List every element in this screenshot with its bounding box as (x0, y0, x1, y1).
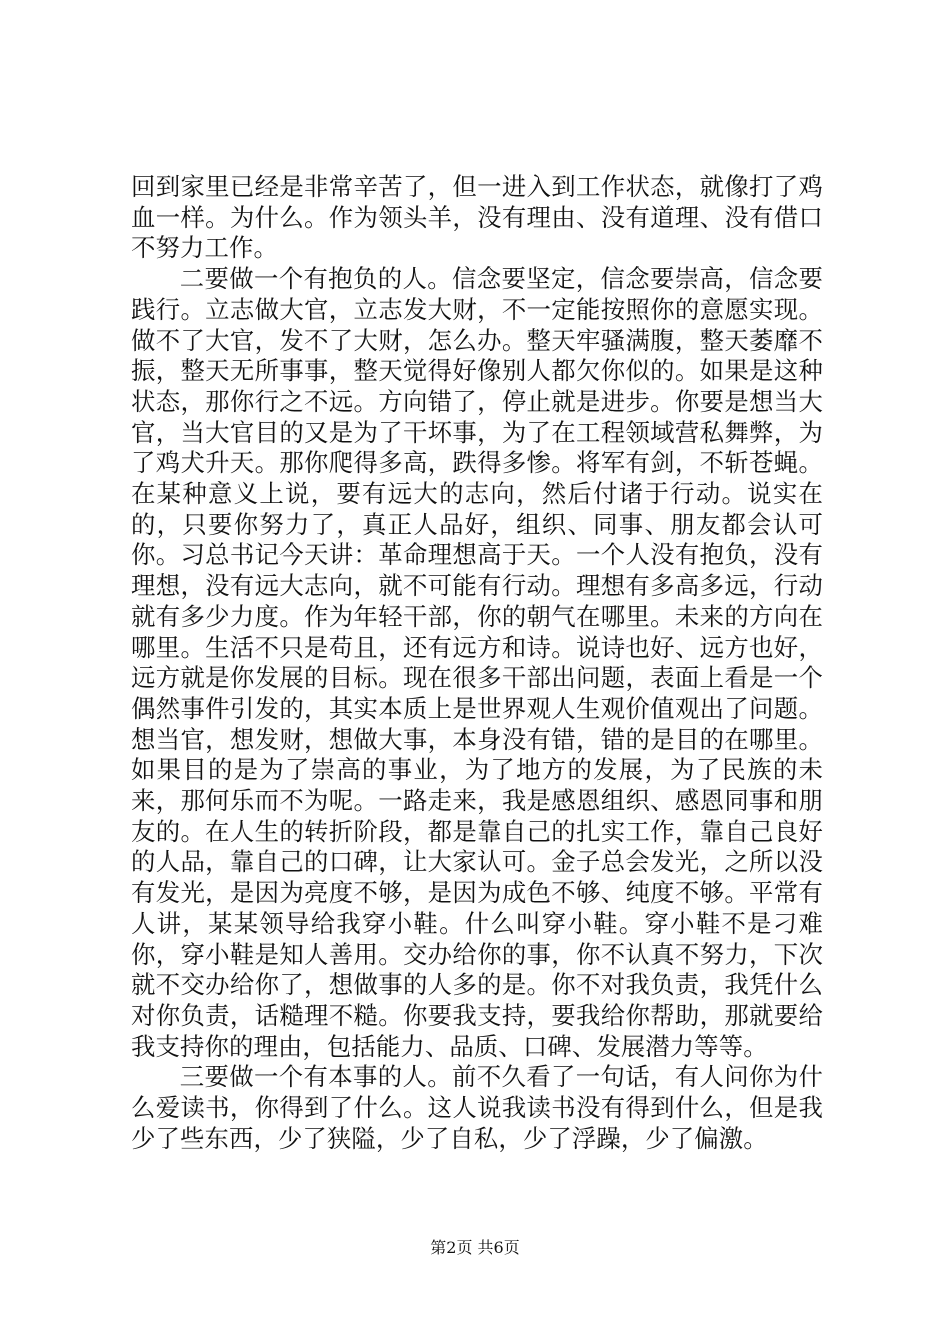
paragraph-1: 回到家里已经是非常辛苦了，但一进入到工作状态，就像打了鸡血一样。为什么。作为领头羊，没有理由、没有道理、没有借口不努力工作。 (131, 172, 823, 263)
page-footer: 第2页 共6页 (430, 1238, 520, 1257)
document-body (131, 172, 823, 1155)
paragraph-2: 二要做一个有抱负的人。信念要坚定，信念要崇高，信念要践行。立志做大官，立志发大财，不一定能按照你的意愿实现。做不了大官，发不了大财，怎么办。整天牢骚满腹，整天萎靡不振，整天无所事事，整天觉得好像别人都欠你似的。如果是这种状态，那你行之不远。方向错了，停止就是进步。你要是想当大官，当大官目的又是为了干坏事，为了在工程领域营私舞弊，为了鸡犬升天。那你爬得多高，跌得多惨。将军有剑，不斩苍蝇。在某种意义上说，要有远大的志向，然后付诸于行动。说实在的，只要你努力了，真正人品好，组织、同事、朋友都会认可你。习总书记今天讲：革命理想高于天。一个人没有抱负，没有理想，没有远大志向，就不可能有行动。理想有多高多远，行动就有多少力度。作为年轻干部，你的朝气在哪里。未来的方向在哪里。生活不只是苟且，还有远方和诗。说诗也好、远方也好，远方就是你发展的目标。现在很多干部出问题，表面上看是一个偶然事件引发的，其实本质上是世界观人生观价值观出了问题。想当官，想发财，想做大事，本身没有错，错的是目的在哪里。如果目的是为了崇高的事业，为了地方的发展，为了民族的未来，那何乐而不为呢。一路走来，我是感恩组织、感恩同事和朋友的。在人生的转折阶段，都是靠自己的扎实工作，靠自己良好的人品，靠自己的口碑，让大家认可。金子总会发光，之所以没有发光，是因为亮度不够，是因为成色不够、纯度不够。平常有人讲，某某领导给我穿小鞋。什么叫穿小鞋。穿小鞋不是刁难你，穿小鞋是知人善用。交办给你的事，你不认真不努力，下次就不交办给你了，想做事的人多的是。你不对我负责，我凭什么对你负责，话糙理不糙。你要我支持，要我给你帮助，那就要给我支持你的理由，包括能力、品质、口碑、发展潜力等等。 (131, 264, 823, 1061)
paragraph-3: 三要做一个有本事的人。前不久看了一句话，有人问你为什么爱读书，你得到了什么。这人说我读书没有得到什么，但是我少了些东西，少了狭隘，少了自私，少了浮躁，少了偏激。 (131, 1062, 823, 1153)
